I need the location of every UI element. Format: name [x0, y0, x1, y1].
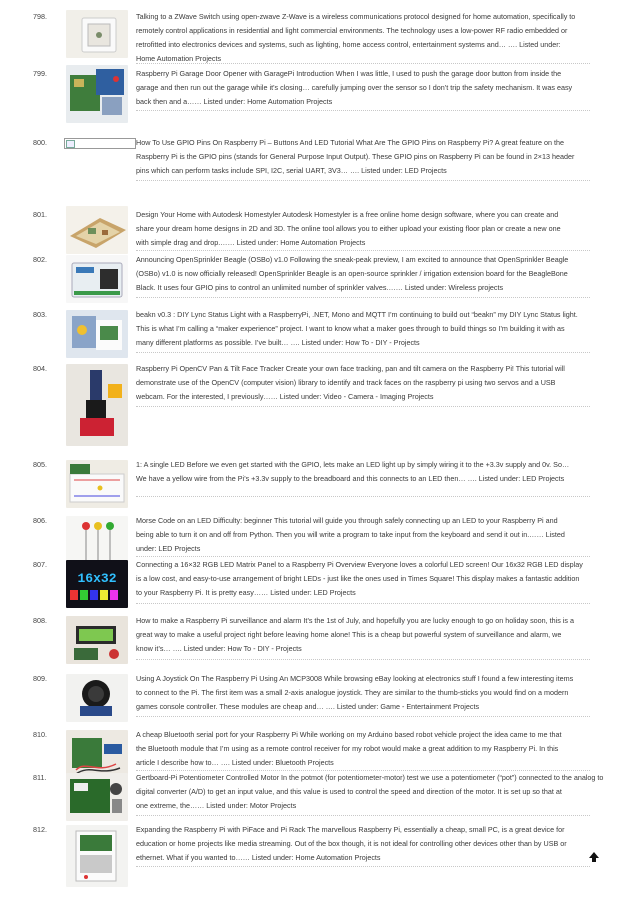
item-number: 801.: [33, 210, 47, 219]
divider: [136, 180, 590, 181]
item-description[interactable]: A cheap Bluetooth serial port for your Raspberry Pi While working on my Arduino based robot vehicle project the idea came to me that the Bluetooth module that I’m using as a remote control receiver for my robot would make a great addition to my Raspberry Pi. In this article I describe how to… …. Listed under: Bluetooth Projects: [136, 730, 562, 767]
opensprinkler-thumbnail[interactable]: [66, 255, 128, 303]
garage-pi-thumbnail[interactable]: [66, 65, 128, 123]
item-description[interactable]: Expanding the Raspberry Pi with PiFace and Pi Rack The marvellous Raspberry Pi, essentially a cheap, small PC, is a great device for education or home projects like media streaming. Out of the box though, it is not ideal for controlling other devices other than by USB or ethernet. What if you wanted to…… Listed under: Home Automation Projects: [136, 825, 567, 862]
beakn-thumbnail[interactable]: [66, 310, 128, 358]
item-number: 810.: [33, 730, 47, 739]
divider: [136, 63, 590, 64]
item-description[interactable]: Using A Joystick On The Raspberry Pi Using An MCP3008 While browsing eBay looking at electronics stuff I found a few interesting items to connect to the Pi. The first item was a small 2-axis analogue joystick. They are similar to the thumb-sticks you would find on a modern games console controller. These modules are cheap and… …. Listed under: Game - Entertainment Projects: [136, 674, 574, 711]
divider: [136, 406, 590, 407]
item-description[interactable]: Connecting a 16×32 RGB LED Matrix Panel to a Raspberry Pi Overview Everyone loves a colorful LED screen! Our 16x32 RGB LED display is a low cost, and easy-to-use arrangement of bright LEDs - just like the ones used in Times Square! This display makes a fantastic addition to your Raspberry Pi. It is pretty easy…… Listed under: LED Projects: [136, 560, 583, 597]
divider: [136, 659, 590, 660]
pan-tilt-thumbnail[interactable]: [66, 364, 128, 446]
divider: [136, 556, 590, 557]
item-number: 809.: [33, 674, 47, 683]
item-number: 805.: [33, 460, 47, 469]
bluetooth-thumbnail[interactable]: [66, 730, 128, 778]
item-description[interactable]: 1: A single LED Before we even get started with the GPIO, lets make an LED light up by simply wiring it to the +3.3v supply and 0v. So… We have a yellow wire from the Pi’s +3.3v supply to the breadboard and this connects to an LED then… …. Listed under: LED Projects: [136, 460, 570, 483]
matrix-text: 16x32: [77, 571, 117, 586]
item-number: 804.: [33, 364, 47, 373]
item-description[interactable]: Raspberry Pi OpenCV Pan & Tilt Face Tracker Create your own face tracking, pan and tilt camera on the Raspberry Pi! This tutorial will demonstrate use of the OpenCV (computer vision) library to identify and track faces on the raspberry pi using two servos and a USB webcam. For the interested, I previously…… Listed under: Video - Camera - Imaging Projects: [136, 364, 565, 401]
item-number: 799.: [33, 69, 47, 78]
item-number: 807.: [33, 560, 47, 569]
item-description[interactable]: Gertboard-Pi Potentiometer Controlled Motor In the potmot (for potentiometer-motor) test we use a potentiometer (“pot”) connected to the analog to digital converter (A/D) to get an input value, and this value is used to control the speed and direction of the motor. It is set up so that at one extreme, the…… Listed under: Motor Projects: [136, 773, 604, 810]
surveillance-thumbnail[interactable]: [66, 616, 128, 664]
divider: [136, 110, 590, 111]
piface-thumbnail[interactable]: [66, 825, 128, 887]
item-description[interactable]: Raspberry Pi Garage Door Opener with GaragePi Introduction When I was little, I used to push the garage door button from inside the garage and then run out the garage while it’s closing… carefully jumping over the sensor so I don’t trip the safety mechanism. It was easy back then and a…… Listed under: Home Automation Projects: [136, 69, 573, 106]
item-number: 812.: [33, 825, 47, 834]
led-matrix-thumbnail[interactable]: [66, 560, 128, 608]
gertboard-thumbnail[interactable]: [66, 773, 128, 821]
homestyler-thumbnail[interactable]: [66, 206, 128, 254]
item-description[interactable]: Talking to a ZWave Switch using open-zwave Z-Wave is a wireless communications protocol designed for home automation, specifically to remotely control applications in residential and light commercial environments. The technology uses a low-power RF radio embedded or retrofitted into electronics devices and systems, such as lighting, home access control, entertainment systems and… …. Listed under: Home Automation Projects: [136, 12, 576, 63]
item-number: 803.: [33, 310, 47, 319]
leds-thumbnail[interactable]: [66, 516, 128, 564]
item-number: 802.: [33, 255, 47, 264]
joystick-thumbnail[interactable]: [66, 674, 128, 722]
item-number: 808.: [33, 616, 47, 625]
divider: [136, 603, 590, 604]
divider: [136, 815, 590, 816]
divider: [136, 250, 590, 251]
divider: [136, 866, 590, 867]
item-description[interactable]: Design Your Home with Autodesk Homestyler Autodesk Homestyler is a free online home design software, where you can create and share your dream home designs in 2D and 3D. The online tool allows you to either upload your existing floor plan or create a new one with simple drag and drop.…… Listed under: Home Automation Projects: [136, 210, 561, 247]
broken-image-icon[interactable]: [64, 138, 136, 149]
item-description[interactable]: How To Use GPIO Pins On Raspberry Pi – Buttons And LED Tutorial What Are The GPIO Pins on Raspberry Pi? A great feature on the Raspberry Pi is the GPIO pins (stands for General Purpose Input Output). These GPIO pins on Raspberry Pi can be found in 2×13 header pins which can perform tasks include SPI, I2C, serial UART, 3V3… …. Listed under: LED Projects: [136, 138, 575, 175]
item-description[interactable]: beakn v0.3 : DIY Lync Status Light with a RaspberryPi, .NET, Mono and MQTT I’m continuing to build out “beakn” my DIY Lync Status light. This is what I’m calling a “maker experience” project. I want to know what a maker goes through to build things so I’m building it with as many different platforms as possible. I’ve built… …. Listed under: How To - DIY - Projects: [136, 310, 578, 347]
item-description[interactable]: Morse Code on an LED Difficulty: beginner This tutorial will guide you through safely connecting up an LED to your Raspberry Pi and being able to turn it on and off from Python. Then you will write a program to take input from the keyboard and send it out in.…… Listed under: LED Projects: [136, 516, 565, 553]
divider: [136, 496, 590, 497]
item-number: 800.: [33, 138, 47, 147]
item-number: 806.: [33, 516, 47, 525]
up-arrow-icon[interactable]: [588, 850, 600, 862]
item-number: 811.: [33, 773, 47, 782]
zwave-switch-thumbnail[interactable]: [66, 10, 128, 58]
breadboard-led-thumbnail[interactable]: [66, 460, 128, 508]
item-number: 798.: [33, 12, 47, 21]
item-description[interactable]: How to make a Raspberry Pi surveillance and alarm It’s the 1st of July, and hopefully you are lucky enough to go on holiday soon, this is a great way to make a useful project right before leaving home alone! This is a cheap but powerful system of surveillance and alarm, we know it’s… …. Listed under: How To - DIY - Projects: [136, 616, 575, 653]
item-description[interactable]: Announcing OpenSprinkler Beagle (OSBo) v1.0 Following the sneak-peak preview, I am excited to announce that OpenSprinkler Beagle (OSBo) v1.0 is now officially released! OpenSprinkler Beagle is an open-source sprinkler / irrigation extension board for the BeagleBone Black. It uses four GPIO pins to control an unlimited number of sprinkler valves.…… Listed under: Wireless projects: [136, 255, 569, 292]
divider: [136, 297, 590, 298]
divider: [136, 716, 590, 717]
divider: [136, 352, 590, 353]
